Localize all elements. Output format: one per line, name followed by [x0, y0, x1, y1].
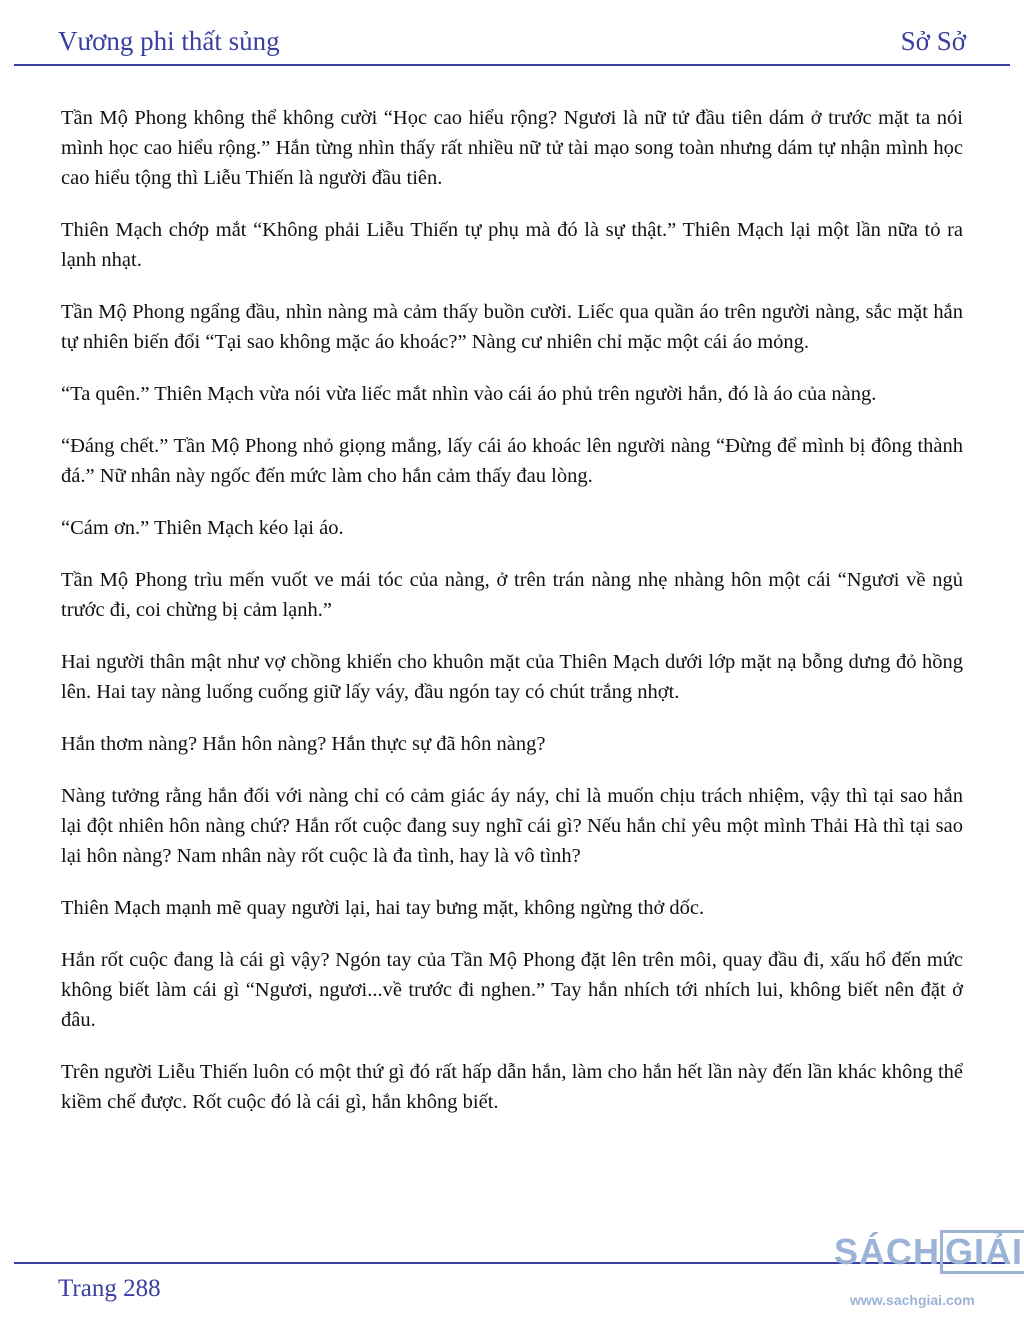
paragraph: “Ta quên.” Thiên Mạch vừa nói vừa liếc mắt nhìn vào cái áo phủ trên người hắn, đó là áo của nàng. [61, 383, 877, 405]
watermark [820, 1226, 1024, 1318]
book-author: Sở Sở [900, 26, 966, 56]
header-divider [14, 64, 1010, 66]
page-number: Trang 288 [58, 1275, 161, 1302]
paragraph: Hắn rốt cuộc đang là cái gì vậy? Ngón tay của Tần Mộ Phong đặt lên trên môi, quay đầu đi, xấu hổ đến mức không biết làm cái gì “Ngươi, ngươi...về trước đi nghen.” Tay hắn nhích tới nhích lui, không biết nên đặt ở đâu. [61, 949, 963, 1031]
paragraph: Nàng tưởng rằng hắn đối với nàng chỉ có cảm giác áy náy, chỉ là muốn chịu trách nhiệm, vậy thì tại sao hắn lại đột nhiên hôn nàng chứ? Hắn rốt cuộc đang suy nghĩ cái gì? Nếu hắn chỉ yêu một mình Thải Hà thì tại sao lại hôn nàng? Nam nhân này rốt cuộc là đa tình, hay là vô tình? [61, 785, 963, 867]
paragraph: Tần Mộ Phong trìu mến vuốt ve mái tóc của nàng, ở trên trán nàng nhẹ nhàng hôn một cái “Ngươi về ngủ trước đi, coi chừng bị cảm lạnh.” [61, 569, 963, 621]
page-header [58, 26, 966, 62]
watermark-logo [834, 1230, 1024, 1274]
paragraph: Trên người Liễu Thiến luôn có một thứ gì đó rất hấp dẫn hắn, làm cho hắn hết lần này đến lần khác không thể kiềm chế được. Rốt cuộc đó là cái gì, hắn không biết. [61, 1061, 963, 1113]
paragraph: “Đáng chết.” Tần Mộ Phong nhỏ giọng mắng, lấy cái áo khoác lên người nàng “Đừng để mình bị đông thành đá.” Nữ nhân này ngốc đến mức làm cho hắn cảm thấy đau lòng. [61, 435, 963, 487]
watermark-logo-left: SÁCH [834, 1231, 941, 1272]
paragraph: Hai người thân mật như vợ chồng khiến cho khuôn mặt của Thiên Mạch dưới lớp mặt nạ bỗng dưng đỏ hồng lên. Hai tay nàng luống cuống giữ lấy váy, đầu ngón tay có chút trắng nhợt. [61, 651, 963, 703]
watermark-logo-boxed: GIẢI [940, 1230, 1024, 1274]
paragraph: Tần Mộ Phong ngẩng đầu, nhìn nàng mà cảm thấy buồn cười. Liếc qua quần áo trên người nàng, sắc mặt hắn tự nhiên biến đổi “Tại sao không mặc áo khoác?” Nàng cư nhiên chỉ mặc một cái áo mỏng. [61, 301, 963, 353]
book-title: Vương phi thất sủng [58, 26, 280, 56]
watermark-url: www.sachgiai.com [850, 1292, 975, 1308]
paragraph: Tần Mộ Phong không thể không cười “Học cao hiểu rộng? Ngươi là nữ tử đầu tiên dám ở trước mặt ta nói mình học cao hiểu rộng.” Hắn từng nhìn thấy rất nhiều nữ tử tài mạo song toàn nhưng dám tự nhận mình học cao hiểu tộng thì Liễu Thiến là người đầu tiên. [61, 107, 963, 189]
paragraph: Thiên Mạch mạnh mẽ quay người lại, hai tay bưng mặt, không ngừng thở dốc. [61, 897, 705, 919]
page-body [61, 103, 963, 1139]
paragraph: “Cám ơn.” Thiên Mạch kéo lại áo. [61, 517, 344, 539]
paragraph: Hắn thơm nàng? Hắn hôn nàng? Hắn thực sự đã hôn nàng? [61, 733, 546, 755]
paragraph: Thiên Mạch chớp mắt “Không phải Liễu Thiến tự phụ mà đó là sự thật.” Thiên Mạch lại một lần nữa tỏ ra lạnh nhạt. [61, 219, 963, 271]
